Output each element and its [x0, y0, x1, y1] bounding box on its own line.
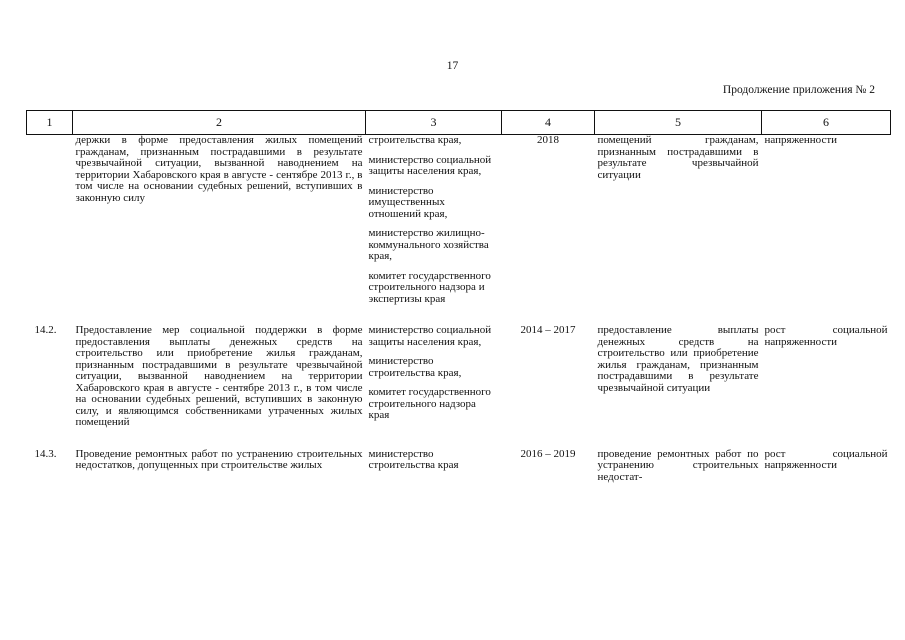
responsible-agency: министерство строительства края,: [368, 355, 462, 379]
expected-result: помещений гражданам, признанным пострадавшими в результате чрезвычайной ситуации: [597, 134, 759, 181]
risk-indicator: напряженности: [764, 134, 838, 146]
table-row: [27, 135, 891, 326]
responsible-agency: комитет государственного строительного надзора края: [368, 386, 491, 421]
measure-text: Предоставление мер социальной поддержки в форме предоставления выплаты денежных средств на строительство или приобретение жилья гражданам, признанным пострадавшими в результате чрезвычайной ситуации, вызванной наводнением на территории Хабаровского края в августе - сентябре 2013 г., в том числе на основании судебных решений, вступивших в законную силу, и являющимся собственниками утраченных жилых помещений: [75, 324, 363, 428]
implementation-years: 2014 – 2017: [520, 324, 576, 336]
appendix-continuation-label: Продолжение приложения № 2: [722, 84, 875, 96]
responsible-agency: министерство социальной защиты населения края,: [368, 324, 492, 348]
row-number: [27, 135, 73, 326]
page-number: 17: [446, 60, 459, 72]
measure-text: держки в форме предоставления жилых помещений гражданам, признанным пострадавшими в результате чрезвычайной ситуации, вызванной наводнением на территории Хабаровского края в августе - сентябре 2013 г., в том числе на основании судебных решений, вступивших в законную силу: [75, 134, 363, 204]
responsible-agency: комитет государственного строительного надзора и экспертизы края: [368, 269, 491, 305]
row-number: 14.3.: [34, 447, 57, 460]
row-number: 14.2.: [34, 324, 57, 336]
responsible-agency: министерство имущественных отношений края,: [368, 184, 448, 220]
implementation-years: 2018: [537, 134, 559, 146]
implementation-years: 2016 – 2019: [520, 447, 576, 460]
risk-indicator: рост социальной напряженности: [764, 324, 888, 348]
responsible-agency: министерство строительства края: [368, 447, 459, 471]
column-number-header: [27, 111, 891, 135]
responsible-cell: [366, 135, 502, 326]
responsible-agency: строительства края,: [368, 134, 462, 146]
expected-result: проведение ремонтных работ по устранению строительных недостат-: [597, 447, 759, 483]
measures-table: [26, 110, 891, 483]
header-cell: 3: [366, 111, 502, 135]
header-cell: 6: [762, 111, 891, 135]
responsible-agency: министерство жилищно-коммунального хозяйства края,: [368, 227, 489, 262]
measure-text: Проведение ремонтных работ по устранению строительных недостатков, допущенных при строительстве жилых: [75, 447, 363, 471]
header-cell: 2: [73, 111, 366, 135]
header-cell: 4: [502, 111, 595, 135]
responsible-cell: [366, 449, 502, 484]
responsible-cell: [366, 325, 502, 449]
responsible-agency: министерство социальной защиты населения края,: [368, 153, 492, 177]
header-cell: 1: [27, 111, 73, 135]
risk-indicator: рост социальной напряженности: [764, 447, 888, 471]
table-row: [27, 449, 891, 484]
header-cell: 5: [595, 111, 762, 135]
expected-result: предоставление выплаты денежных средств на строительство или приобретение жилья гражданам, признанным пострадавшими в результате чрезвычайной ситуации: [597, 324, 759, 394]
table-row: [27, 325, 891, 449]
